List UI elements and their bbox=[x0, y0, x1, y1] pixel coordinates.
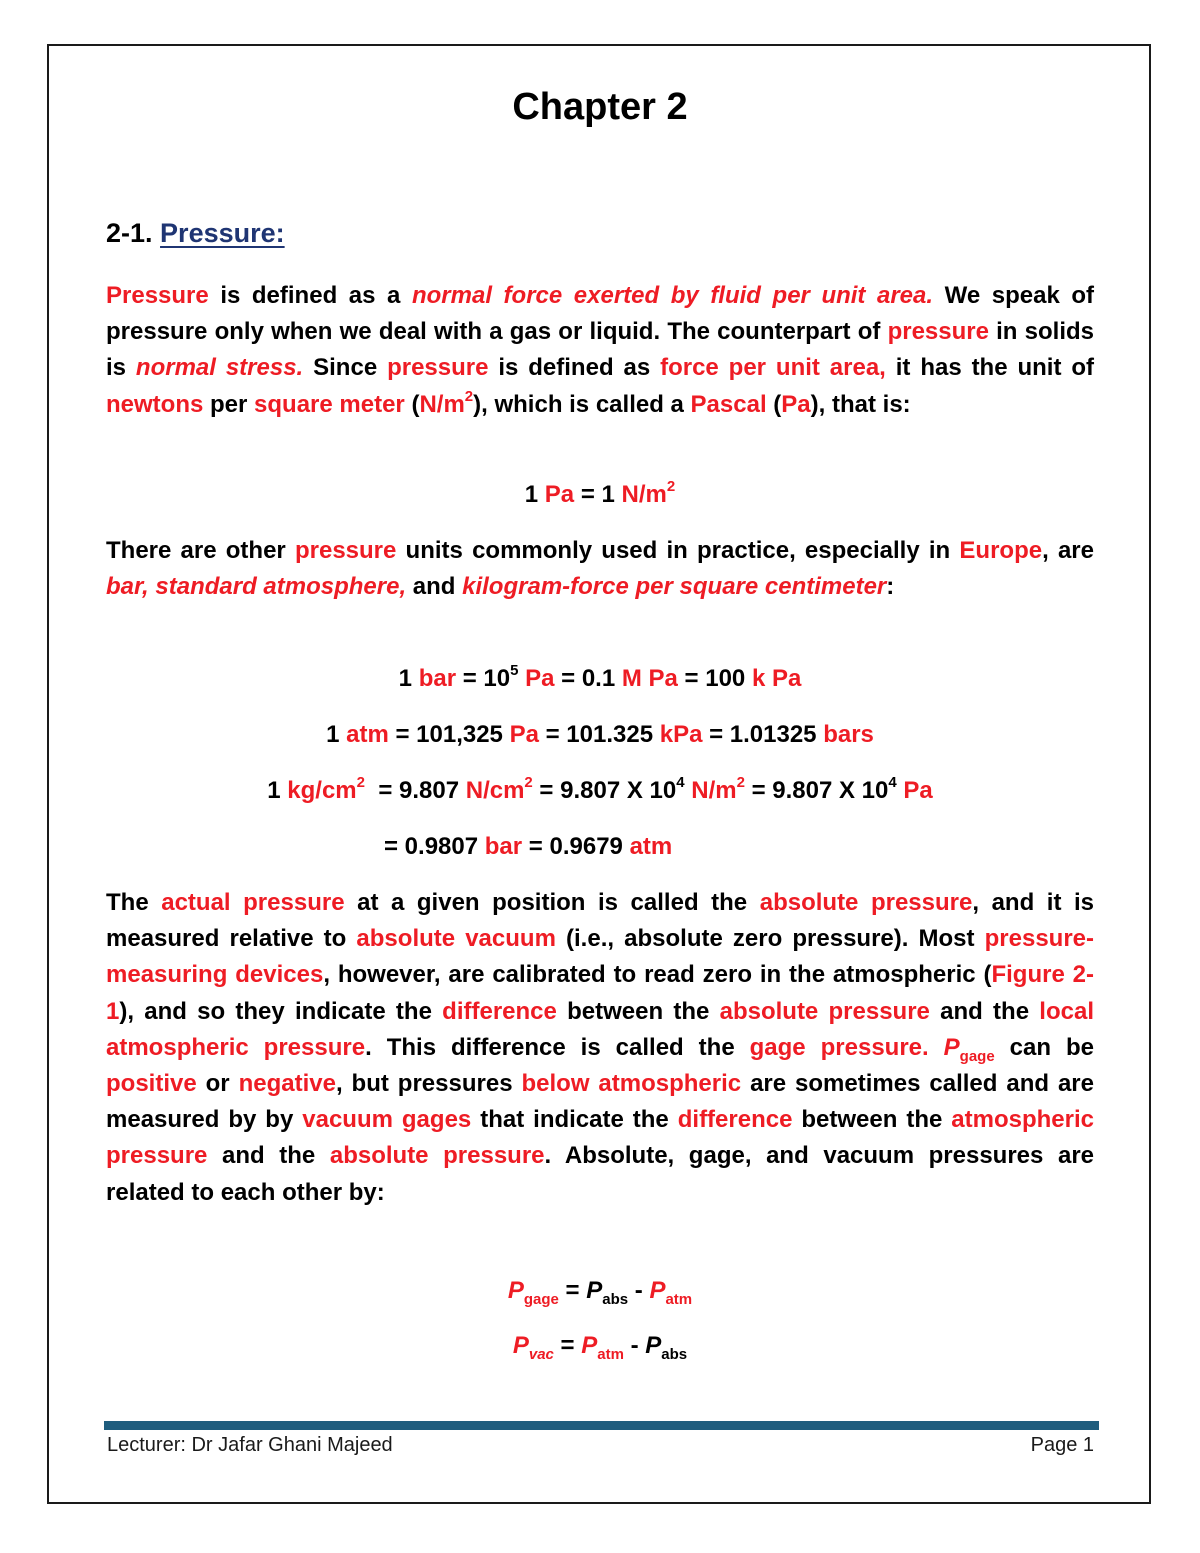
text: , but pressures bbox=[335, 1070, 522, 1098]
text: . This difference is called the bbox=[365, 1033, 750, 1061]
superscript: 2 bbox=[464, 387, 474, 405]
term: normal force exerted by fluid per unit area. bbox=[411, 282, 934, 309]
term: difference bbox=[677, 1106, 793, 1134]
eq-symbol: P bbox=[512, 1332, 529, 1359]
equation-vacuum-pressure bbox=[106, 1331, 1094, 1361]
eq-symbol: P bbox=[507, 1277, 524, 1304]
footer-lecturer: Lecturer: Dr Jafar Ghani Majeed bbox=[107, 1434, 393, 1456]
eq-unit: bar bbox=[418, 665, 457, 692]
text: and the bbox=[929, 997, 1040, 1025]
eq-text: = bbox=[558, 1277, 587, 1304]
superscript: 4 bbox=[676, 774, 685, 791]
eq-unit bbox=[287, 774, 365, 804]
text: units commonly used in practice, especially in bbox=[396, 537, 960, 564]
superscript: 2 bbox=[356, 774, 365, 791]
text bbox=[929, 1034, 944, 1061]
eq-text: - bbox=[628, 1277, 650, 1304]
symbol-p-gage bbox=[943, 1033, 995, 1065]
eq-text: = 9.807 X 10 bbox=[744, 777, 889, 804]
term: pressure bbox=[387, 354, 489, 382]
eq-text: = 1.01325 bbox=[702, 721, 824, 748]
equation-kgcm bbox=[106, 776, 1094, 806]
equation-gage-pressure bbox=[106, 1276, 1094, 1306]
eq-unit-text: N/m bbox=[691, 777, 737, 804]
eq-text: = 9.807 X 10 bbox=[532, 777, 677, 804]
text: : bbox=[886, 573, 895, 601]
term: difference bbox=[442, 997, 557, 1025]
term: actual pressure bbox=[161, 889, 345, 916]
term: atmospheric pressure bbox=[106, 1106, 1095, 1170]
text: is defined as bbox=[488, 354, 661, 382]
term: positive bbox=[106, 1070, 197, 1098]
section-title: Pressure: bbox=[160, 218, 285, 248]
text: in solids is bbox=[106, 318, 1095, 382]
eq-text: 1 bbox=[524, 481, 545, 508]
eq-unit bbox=[465, 774, 533, 804]
eq-unit: bars bbox=[823, 721, 874, 748]
text: and the bbox=[207, 1142, 330, 1170]
chapter-title: Chapter 2 bbox=[512, 86, 688, 128]
text: (i.e., absolute zero pressure). Most bbox=[555, 925, 985, 953]
term: kilogram-force per square centimeter bbox=[462, 573, 887, 601]
term: force per unit area, bbox=[660, 354, 886, 382]
subscript: gage bbox=[523, 1290, 559, 1308]
subscript: atm bbox=[597, 1345, 624, 1363]
eq-unit: Pa bbox=[544, 481, 575, 508]
section-heading bbox=[106, 218, 285, 249]
text: and bbox=[406, 573, 463, 601]
symbol-letter: P bbox=[943, 1033, 960, 1061]
eq-unit-text: N/cm bbox=[465, 777, 525, 804]
superscript: 5 bbox=[510, 662, 519, 679]
text: is defined as a bbox=[208, 282, 412, 309]
text: ), which is called a bbox=[473, 390, 691, 418]
text: at a given position is called the bbox=[344, 889, 760, 916]
text: , are bbox=[1042, 537, 1094, 564]
equation-atm bbox=[106, 720, 1094, 750]
subscript: gage bbox=[959, 1047, 995, 1065]
eq-unit bbox=[691, 774, 745, 804]
text: are sometimes called and are measured by by bbox=[106, 1070, 1094, 1134]
term: Europe bbox=[959, 537, 1043, 564]
term: absolute pressure bbox=[719, 997, 930, 1025]
equation-bar bbox=[106, 664, 1094, 694]
eq-unit: atm bbox=[346, 721, 389, 748]
superscript: 2 bbox=[666, 478, 676, 495]
paragraph-absolute-pressure bbox=[106, 885, 1094, 1211]
term: absolute vacuum bbox=[356, 925, 556, 953]
term: bar, bbox=[106, 573, 149, 601]
subscript: vac bbox=[528, 1345, 554, 1363]
footer-page-number: Page 1 bbox=[1030, 1434, 1094, 1456]
text: between the bbox=[556, 997, 720, 1025]
term: pressure-measuring devices bbox=[106, 925, 1095, 989]
eq-unit: k Pa bbox=[751, 665, 802, 692]
eq-text: = 0.1 bbox=[554, 665, 622, 692]
term bbox=[419, 387, 474, 418]
text: , however, are calibrated to read zero in the atmospheric ( bbox=[323, 961, 992, 989]
eq-symbol: P bbox=[586, 1277, 603, 1304]
superscript: 2 bbox=[524, 774, 533, 791]
term: Pascal bbox=[690, 390, 767, 418]
term: Figure 2-1 bbox=[106, 961, 1095, 1025]
eq-text: = 101.325 bbox=[538, 721, 660, 748]
unit-text: N/m bbox=[419, 390, 465, 418]
eq-text: = 0.9807 bbox=[384, 833, 485, 860]
text: There are other bbox=[106, 537, 295, 564]
eq-text: 1 bbox=[398, 665, 419, 692]
eq-symbol: P bbox=[649, 1277, 666, 1304]
text: can be bbox=[994, 1033, 1094, 1061]
eq-text: 1 bbox=[326, 721, 347, 748]
superscript: 4 bbox=[888, 774, 897, 791]
text: Since bbox=[303, 354, 388, 382]
term: absolute pressure bbox=[759, 889, 973, 916]
text: it has the unit of bbox=[885, 354, 1094, 382]
term: normal stress. bbox=[135, 354, 304, 382]
paragraph-definition bbox=[106, 278, 1094, 423]
eq-unit: Pa bbox=[903, 777, 933, 804]
eq-text: = 1 bbox=[574, 481, 622, 508]
text: or bbox=[196, 1070, 239, 1098]
eq-symbol: P bbox=[581, 1332, 598, 1359]
footer-rule bbox=[104, 1421, 1099, 1430]
eq-text: 1 bbox=[267, 777, 288, 804]
text: ), and so they indicate the bbox=[119, 997, 443, 1025]
eq-unit: kPa bbox=[659, 721, 703, 748]
text: per bbox=[203, 390, 255, 418]
eq-unit: Pa bbox=[525, 665, 555, 692]
text: ( bbox=[766, 390, 782, 418]
equation-kgcm-continued bbox=[384, 832, 672, 862]
subscript: atm bbox=[665, 1290, 693, 1308]
eq-text: = 100 bbox=[677, 665, 752, 692]
eq-symbol: P bbox=[645, 1332, 662, 1359]
section-number: 2-1. bbox=[106, 218, 153, 248]
term: Pressure bbox=[106, 282, 209, 309]
term: pressure bbox=[887, 318, 989, 346]
term: vacuum gages bbox=[302, 1106, 472, 1134]
eq-unit-text: N/m bbox=[621, 481, 667, 508]
subscript: abs bbox=[602, 1290, 629, 1308]
text: . Absolute, gage, and vacuum pressures are related to each other by: bbox=[106, 1142, 1095, 1206]
term: square meter bbox=[254, 390, 405, 418]
text: ( bbox=[404, 390, 420, 418]
paragraph-other-units bbox=[106, 533, 1094, 605]
superscript: 2 bbox=[736, 774, 745, 791]
term: below atmospheric bbox=[521, 1070, 742, 1098]
eq-text: = 0.9679 bbox=[522, 833, 630, 860]
eq-text: = 9.807 bbox=[364, 777, 466, 804]
term: negative bbox=[238, 1070, 336, 1098]
eq-text: = 10 bbox=[456, 665, 511, 692]
eq-unit-text: kg/cm bbox=[287, 777, 357, 804]
term: pressure bbox=[294, 537, 397, 564]
text: We speak of pressure only when we deal with a gas or liquid. The counterpart of bbox=[106, 282, 1095, 346]
eq-text: = 101,325 bbox=[388, 721, 510, 748]
term: Pa bbox=[781, 390, 811, 418]
equation-pascal bbox=[106, 480, 1094, 510]
eq-unit: atm bbox=[629, 833, 673, 860]
eq-unit: M Pa bbox=[621, 665, 678, 692]
eq-text: = bbox=[553, 1332, 582, 1359]
term: absolute pressure bbox=[329, 1142, 545, 1170]
eq-text: - bbox=[623, 1332, 646, 1359]
text: The bbox=[106, 889, 162, 916]
text: that indicate the bbox=[471, 1106, 678, 1134]
eq-unit: bar bbox=[484, 833, 523, 860]
text: ), that is: bbox=[810, 390, 911, 418]
term: local atmospheric pressure bbox=[106, 997, 1094, 1061]
term: newtons bbox=[106, 390, 204, 418]
text: , and it is measured relative to bbox=[106, 889, 1095, 953]
term: standard atmosphere, bbox=[155, 573, 407, 601]
term: gage pressure. bbox=[749, 1033, 929, 1061]
eq-unit: Pa bbox=[509, 721, 539, 748]
eq-unit bbox=[621, 478, 676, 508]
text: between the bbox=[792, 1106, 952, 1134]
subscript: abs bbox=[661, 1345, 688, 1363]
